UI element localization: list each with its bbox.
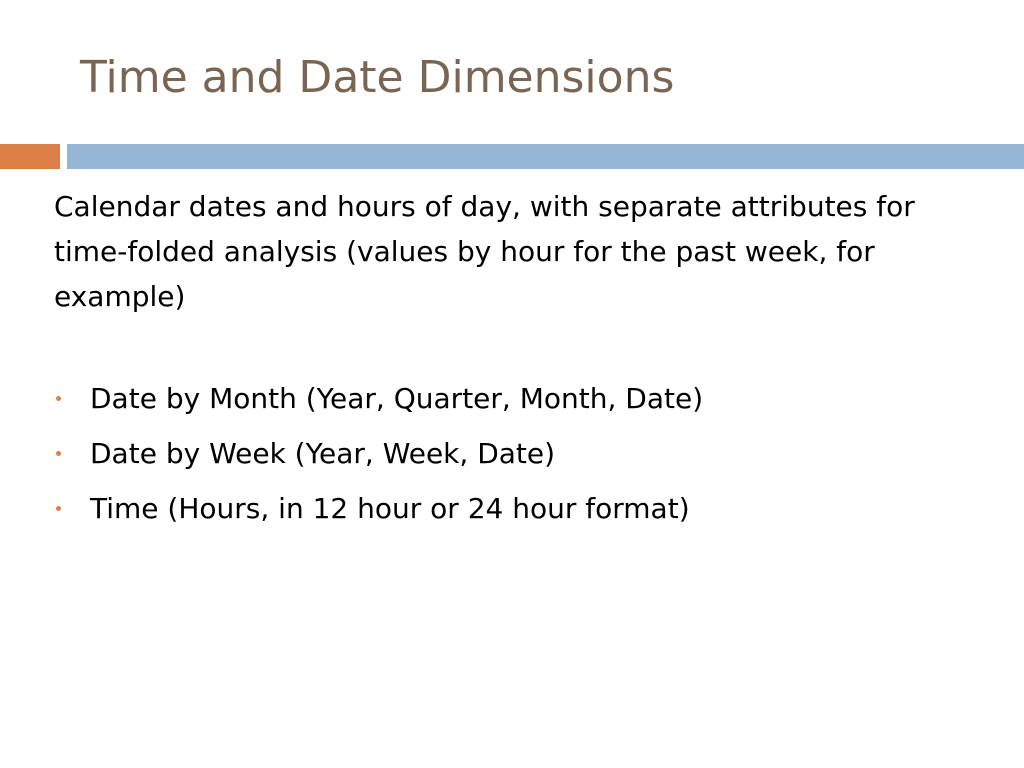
- bullet-text: Date by Week (Year, Week, Date): [90, 437, 556, 470]
- accent-bar-blue: [67, 144, 1024, 169]
- accent-bar-orange: [0, 144, 60, 169]
- bullet-text: Time (Hours, in 12 hour or 24 hour format): [90, 492, 690, 525]
- slide-content: [54, 184, 954, 525]
- bullet-dot-icon: [56, 451, 61, 456]
- bullet-dot-icon: [56, 506, 61, 511]
- lead-paragraph: Calendar dates and hours of day, with separate attributes for time-folded analysis (values by hour for the past week, for example): [54, 190, 915, 313]
- bullet-item: [54, 491, 954, 527]
- slide-title: Time and Date Dimensions: [80, 52, 675, 103]
- bullet-list: [54, 381, 954, 546]
- bullet-text: Date by Month (Year, Quarter, Month, Date): [90, 382, 704, 415]
- bullet-item: [54, 381, 954, 417]
- bullet-dot-icon: [56, 396, 61, 401]
- bullet-item: [54, 436, 954, 472]
